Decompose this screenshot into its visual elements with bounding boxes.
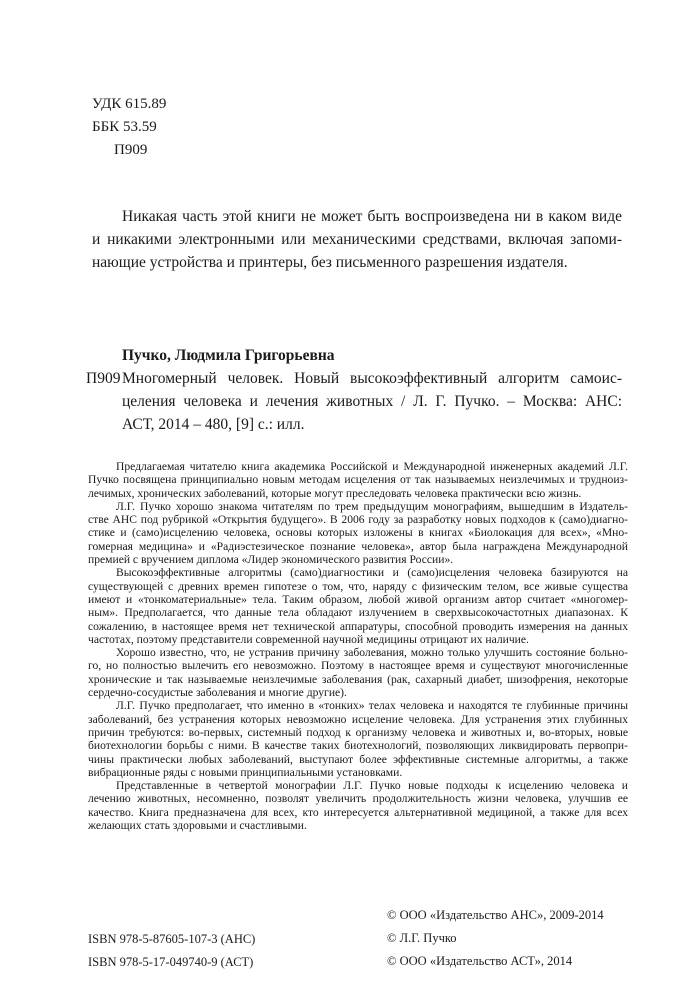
text-line: качество. Книга предназначена для всех, кто интересуется альтернативной медициной, а также для всех <box>88 805 628 819</box>
udk-code: УДК 615.89 <box>92 96 167 112</box>
copyright-line: © Л.Г. Пучко <box>387 931 457 945</box>
text-line: лечимых, хронических заболеваний, которые могут преследовать человека практически всю жизнь. <box>88 486 582 500</box>
classification-block <box>92 93 166 162</box>
text-line: нающие устройства и принтеры, без письменного разрешения издателя. <box>92 254 568 271</box>
text-line: Многомерный человек. Новый высокоэффективный алгоритм самоис- <box>122 370 622 387</box>
abstract-paragraph <box>88 779 628 832</box>
text-line: Представленные в четвертой монографии Л.Г. Пучко новые подходы к исцелению человека и <box>116 779 628 793</box>
text-line: заболеваний, без устранения которых невозможно исцеление человека. Для устранения этих глубинных <box>88 712 628 726</box>
text-line: сердечно-сосудистые заболевания и многие другие). <box>88 686 347 700</box>
text-line: АСТ, 2014 – 480, [9] с.: илл. <box>122 416 305 433</box>
abstract-paragraph <box>88 699 628 779</box>
bbk-code: ББК 53.59 <box>92 119 157 135</box>
isbn-ast: ISBN 978-5-17-049740-9 (АСТ) <box>88 955 254 969</box>
bibliographic-title <box>122 367 622 436</box>
text-line: Хорошо известно, что, не устранив причину заболевания, можно только улучшить состояние больно- <box>116 646 628 660</box>
text-line: и никакими электронными или механическими средствами, включая запоми- <box>92 231 622 248</box>
abstract <box>88 460 628 832</box>
text-line: Высокоэффективные алгоритмы (само)диагностики и (само)исцеления человека базируются на <box>116 566 628 580</box>
text-line: Никакая часть этой книги не может быть воспроизведена ни в каком виде <box>122 208 622 225</box>
text-line: Предлагаемая читателю книга академика Российской и Международной инженерных академий Л.Г. <box>116 460 628 473</box>
text-line: желающих стать здоровыми и счастливыми. <box>88 819 307 833</box>
text-line: гомерная медицина» и «Радиэстезическое познание человека», автор была награждена Международной <box>88 539 628 553</box>
copyright-notice <box>92 205 622 274</box>
text-line: биотехнологии борьбы с ними. В качестве таких биотехнологий, позволяющих ликвидировать первопри- <box>88 739 628 753</box>
text-line: вибрационные ряды с новыми принципиальными установками. <box>88 765 403 779</box>
text-line: го, но полностью вылечить его невозможно. Поэтому в настоящее время и существуют многочисленные <box>88 659 628 673</box>
copyright-line: © ООО «Издательство АНС», 2009-2014 <box>387 908 604 922</box>
abstract-paragraph <box>88 460 628 500</box>
text-line: Пучко посвящена принципиально новым методам исцеления от так называемых неизлечимых и трудноиз- <box>88 473 628 487</box>
abstract-paragraph <box>88 646 628 699</box>
text-line: сожалению, в настоящее время нет технической аппаратуры, способной проводить измерения на данных <box>88 619 628 633</box>
text-line: причин требуются: во-первых, системный подход к организму человека и животных и, во-вторых, новые <box>88 725 628 739</box>
copyright-line: © ООО «Издательство АСТ», 2014 <box>387 954 573 968</box>
text-line: ным». Предполагается, что данные тела обладают излучением в сверхвысокочастотных диапазонах. К <box>88 606 628 620</box>
text-line: стике и (само)исцелению человека, основы которых изложены в книгах «Биолокация для всех», «Мно- <box>88 526 628 540</box>
abstract-paragraph <box>88 566 628 646</box>
bibliographic-author: Пучко, Людмила Григорьевна <box>122 347 335 364</box>
copyright-block <box>387 904 604 973</box>
text-line: Л.Г. Пучко предполагает, что именно в «тонких» телах человека и находятся те глубинные причины <box>116 699 628 713</box>
text-line: целения человека и лечения животных / Л. Г. Пучко. – Москва: АНС: <box>122 393 622 410</box>
abstract-paragraph <box>88 500 628 566</box>
text-line: премией с вручением диплома «Лидер экономического развития России». <box>88 553 454 567</box>
text-line: лечению животных, несомненно, позволят увеличить продолжительность жизни человека, улучшив ее <box>88 792 628 806</box>
text-line: Л.Г. Пучко хорошо знакома читателям по трем предыдущим монографиям, вышедшим в Издатель- <box>116 499 628 513</box>
author-mark: П909 <box>114 142 148 158</box>
isbn-ans: ISBN 978-5-87605-107-3 (АНС) <box>88 932 256 946</box>
text-line: чины практически любых заболеваний, выступают более эффективные системные алгоритмы, а также <box>88 752 628 766</box>
isbn-block <box>88 928 255 974</box>
text-line: стве АНС под рубрикой «Открытия будущего». В 2006 году за разработку новых подходов к (само)диагно- <box>88 513 628 527</box>
text-line: частотах, поэтому представители современной научной медицины отрицают их наличие. <box>88 632 529 646</box>
text-line: имеют и «тонкоматериальные» тела. Таким образом, любой живой организм автор считает «многомер- <box>88 592 628 606</box>
text-line: хронические и так называемые неизлечимые заболевания (рак, сахарный диабет, шизофрения, некоторые <box>88 672 628 686</box>
bibliographic-code: П909 <box>86 370 121 387</box>
text-line: существующей с древних времен гипотезе о том, что, наряду с физическим телом, все живые существа <box>88 579 628 593</box>
